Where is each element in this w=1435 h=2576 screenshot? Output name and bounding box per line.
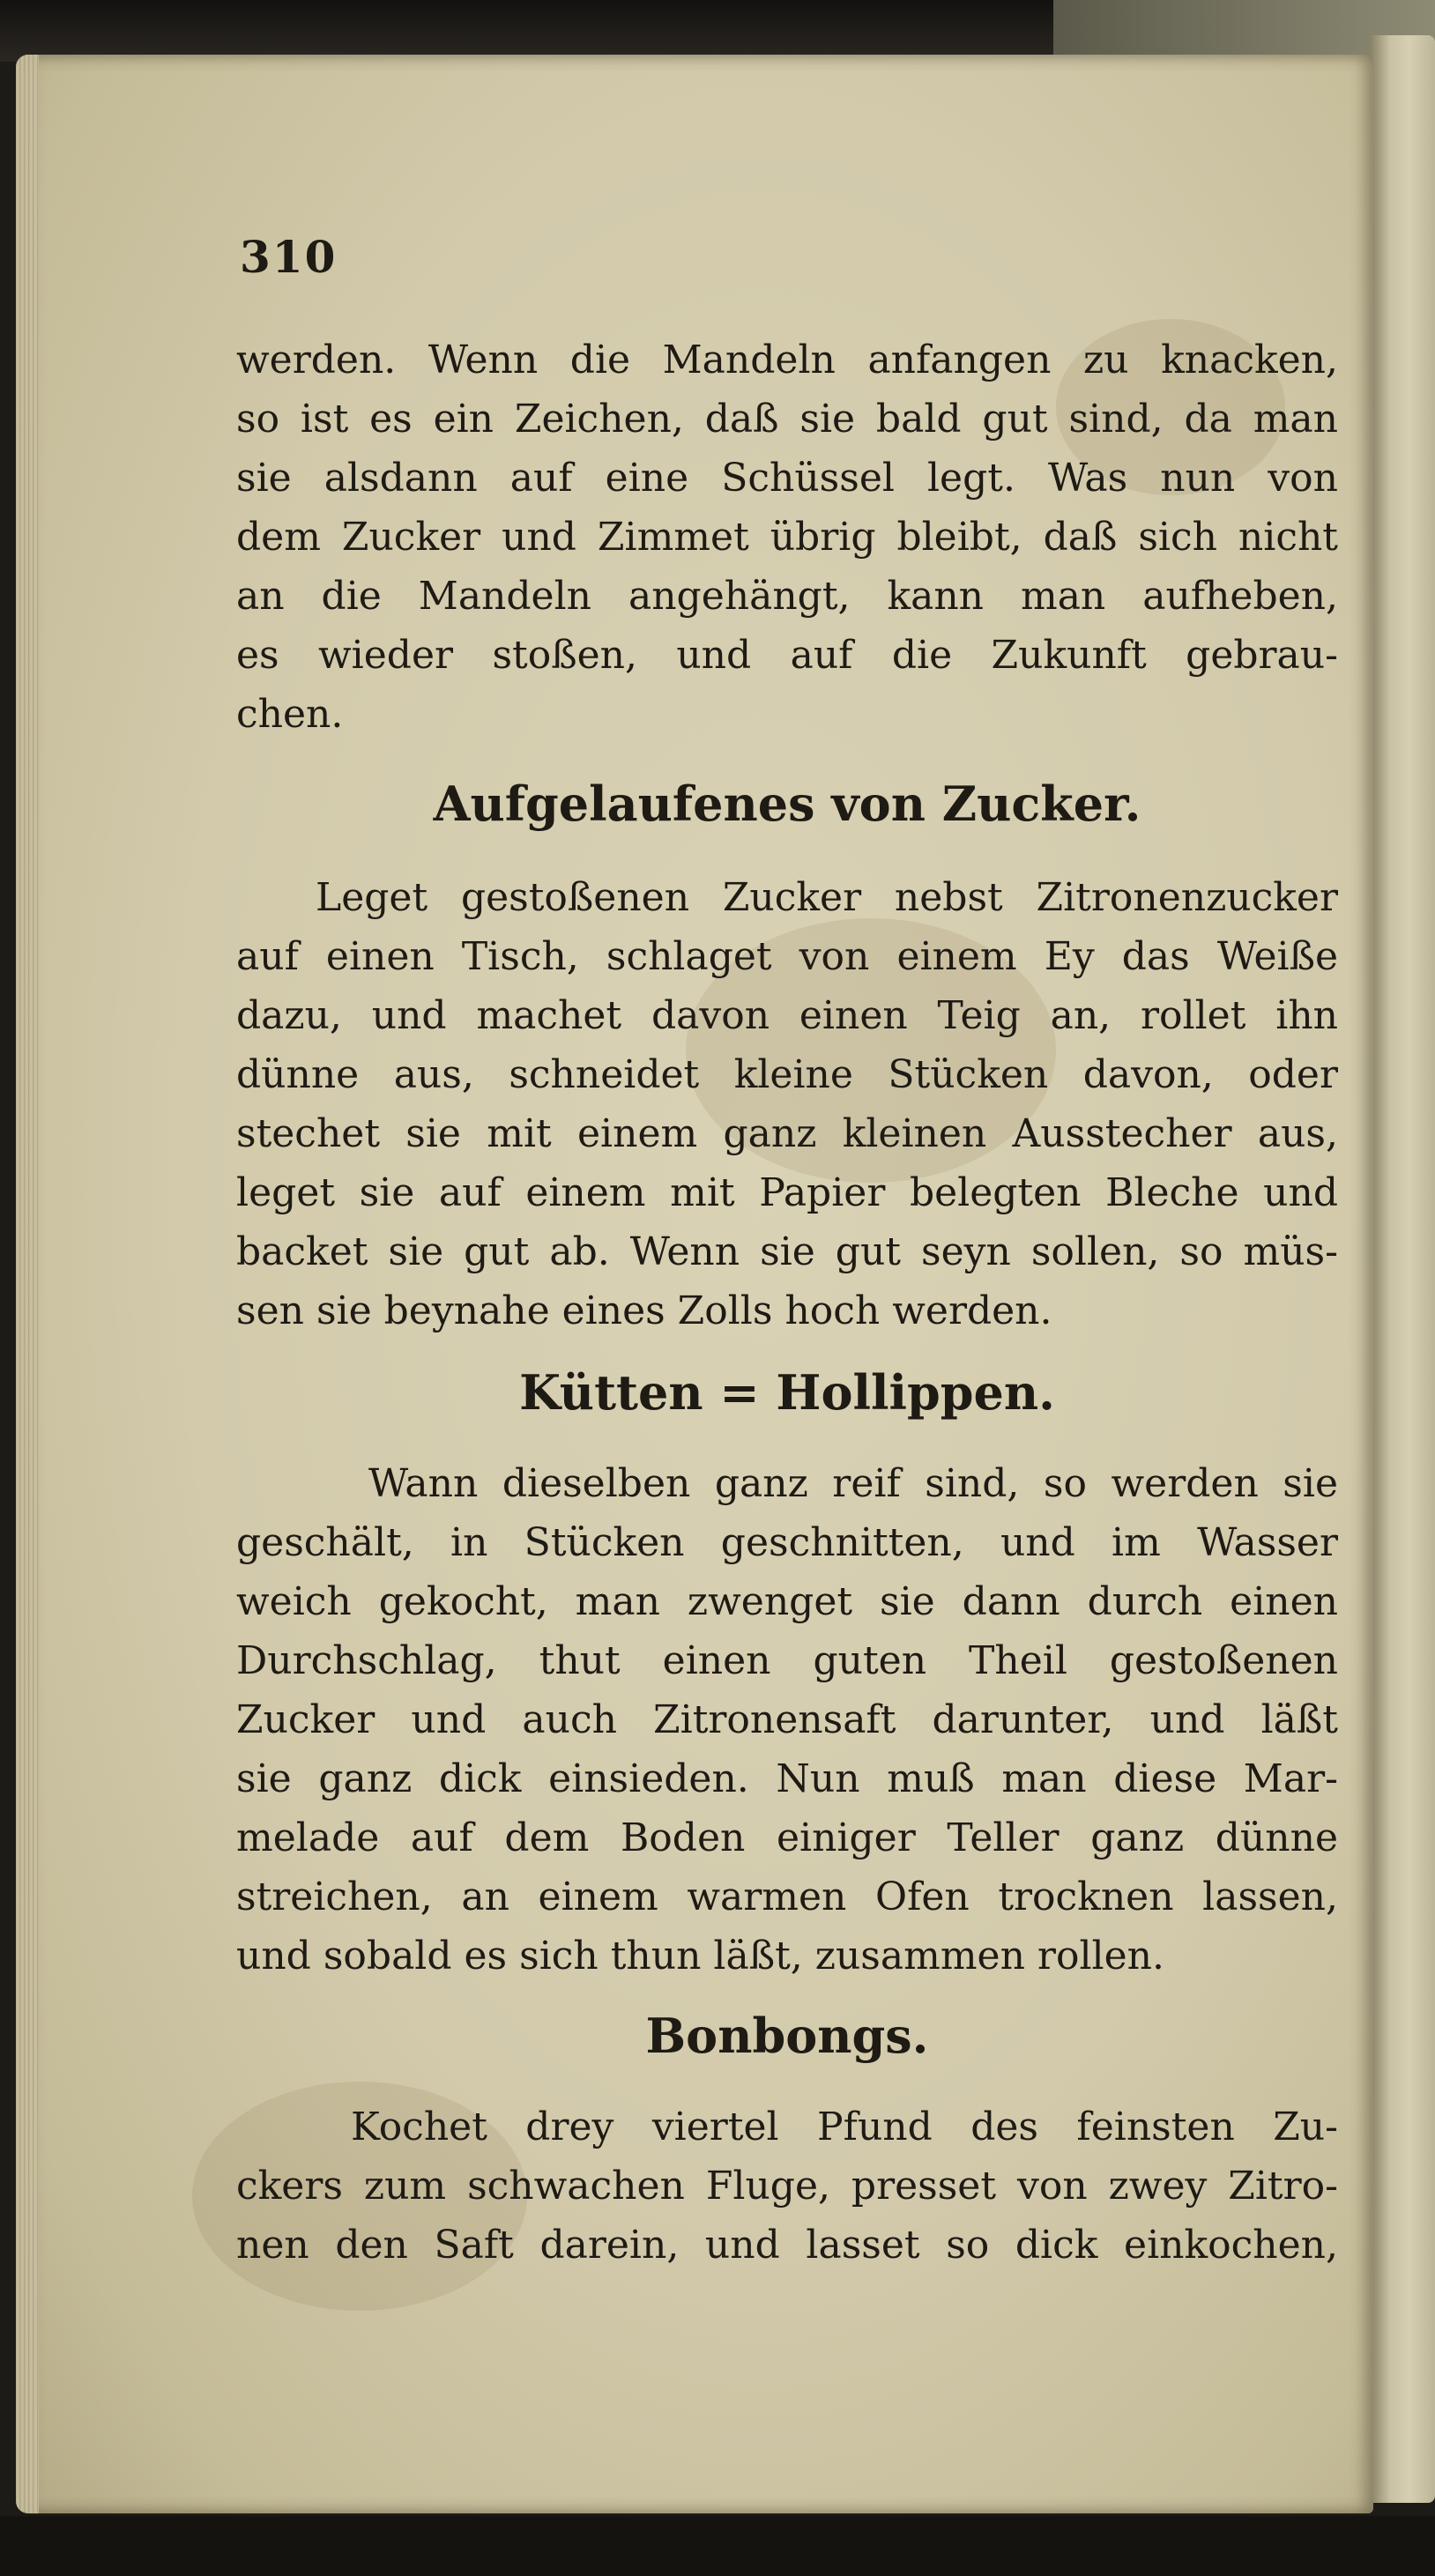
text-line: Wann dieselben ganz reif sind, so werden sie: [368, 1461, 1338, 1506]
text-line: nen den Saft darein, und lasset so dick einkochen,: [236, 2223, 1338, 2268]
text-line: werden. Wenn die Mandeln anfangen zu knacken,: [236, 338, 1338, 382]
text-line: ckers zum schwachen Fluge, presset von zwey Zitro-: [236, 2164, 1338, 2209]
text-line: auf einen Tisch, schlaget von einem Ey das Weiße: [236, 934, 1338, 979]
text-line: streichen, an einem warmen Ofen trocknen lassen,: [236, 1874, 1338, 1919]
text-line: stechet sie mit einem ganz kleinen Ausstecher aus,: [236, 1111, 1338, 1156]
text-line: sie ganz dick einsieden. Nun muß man diese Mar-: [236, 1756, 1338, 1801]
text-line: dünne aus, schneidet kleine Stücken davon, oder: [236, 1052, 1338, 1097]
scan-bottom-edge: [0, 2516, 1435, 2576]
text-line: dem Zucker und Zimmet übrig bleibt, daß sich nicht: [236, 515, 1338, 560]
text-line: an die Mandeln angehängt, kann man aufheben,: [236, 574, 1338, 619]
page-number: 310: [240, 231, 338, 283]
text-line: und sobald es sich thun läßt, zusammen rollen.: [236, 1934, 1164, 1978]
paragraph-recipe: [236, 1454, 1338, 1986]
paragraph-almonds-end: [236, 330, 1338, 744]
paragraph-recipe: [236, 868, 1338, 1340]
text-line: Leget gestoßenen Zucker nebst Zitronenzucker: [316, 875, 1338, 920]
text-line: Durchschlag, thut einen guten Theil gestoßenen: [236, 1638, 1338, 1683]
text-line: weich gekocht, man zwenget sie dann durch einen: [236, 1579, 1338, 1624]
recipe-heading: Kütten = Hollippen.: [519, 1364, 1055, 1421]
next-page-edge: [1371, 35, 1435, 2503]
page-gutter-edge: [16, 55, 39, 2513]
text-line: sen sie beynahe eines Zolls hoch werden.: [236, 1288, 1052, 1333]
text-line: chen.: [236, 692, 344, 737]
text-line: backet sie gut ab. Wenn sie gut seyn sollen, so müs-: [236, 1229, 1338, 1274]
text-line: so ist es ein Zeichen, daß sie bald gut sind, da man: [236, 397, 1338, 442]
text-line: leget sie auf einem mit Papier belegten Bleche und: [236, 1170, 1338, 1215]
text-line: melade auf dem Boden einiger Teller ganz dünne: [236, 1815, 1338, 1860]
text-line: Kochet drey viertel Pfund des feinsten Zu-: [351, 2105, 1338, 2149]
text-line: geschält, in Stücken geschnitten, und im Wasser: [236, 1520, 1338, 1565]
paragraph-recipe: [236, 2097, 1338, 2275]
text-line: Zucker und auch Zitronensaft darunter, und läßt: [236, 1697, 1338, 1742]
text-line: dazu, und machet davon einen Teig an, rollet ihn: [236, 993, 1338, 1038]
text-line: es wieder stoßen, und auf die Zukunft gebrau-: [236, 633, 1338, 678]
text-line: sie alsdann auf eine Schüssel legt. Was nun von: [236, 456, 1338, 501]
recipe-heading: Bonbongs.: [645, 2008, 929, 2064]
recipe-heading: Aufgelaufenes von Zucker.: [433, 776, 1141, 832]
